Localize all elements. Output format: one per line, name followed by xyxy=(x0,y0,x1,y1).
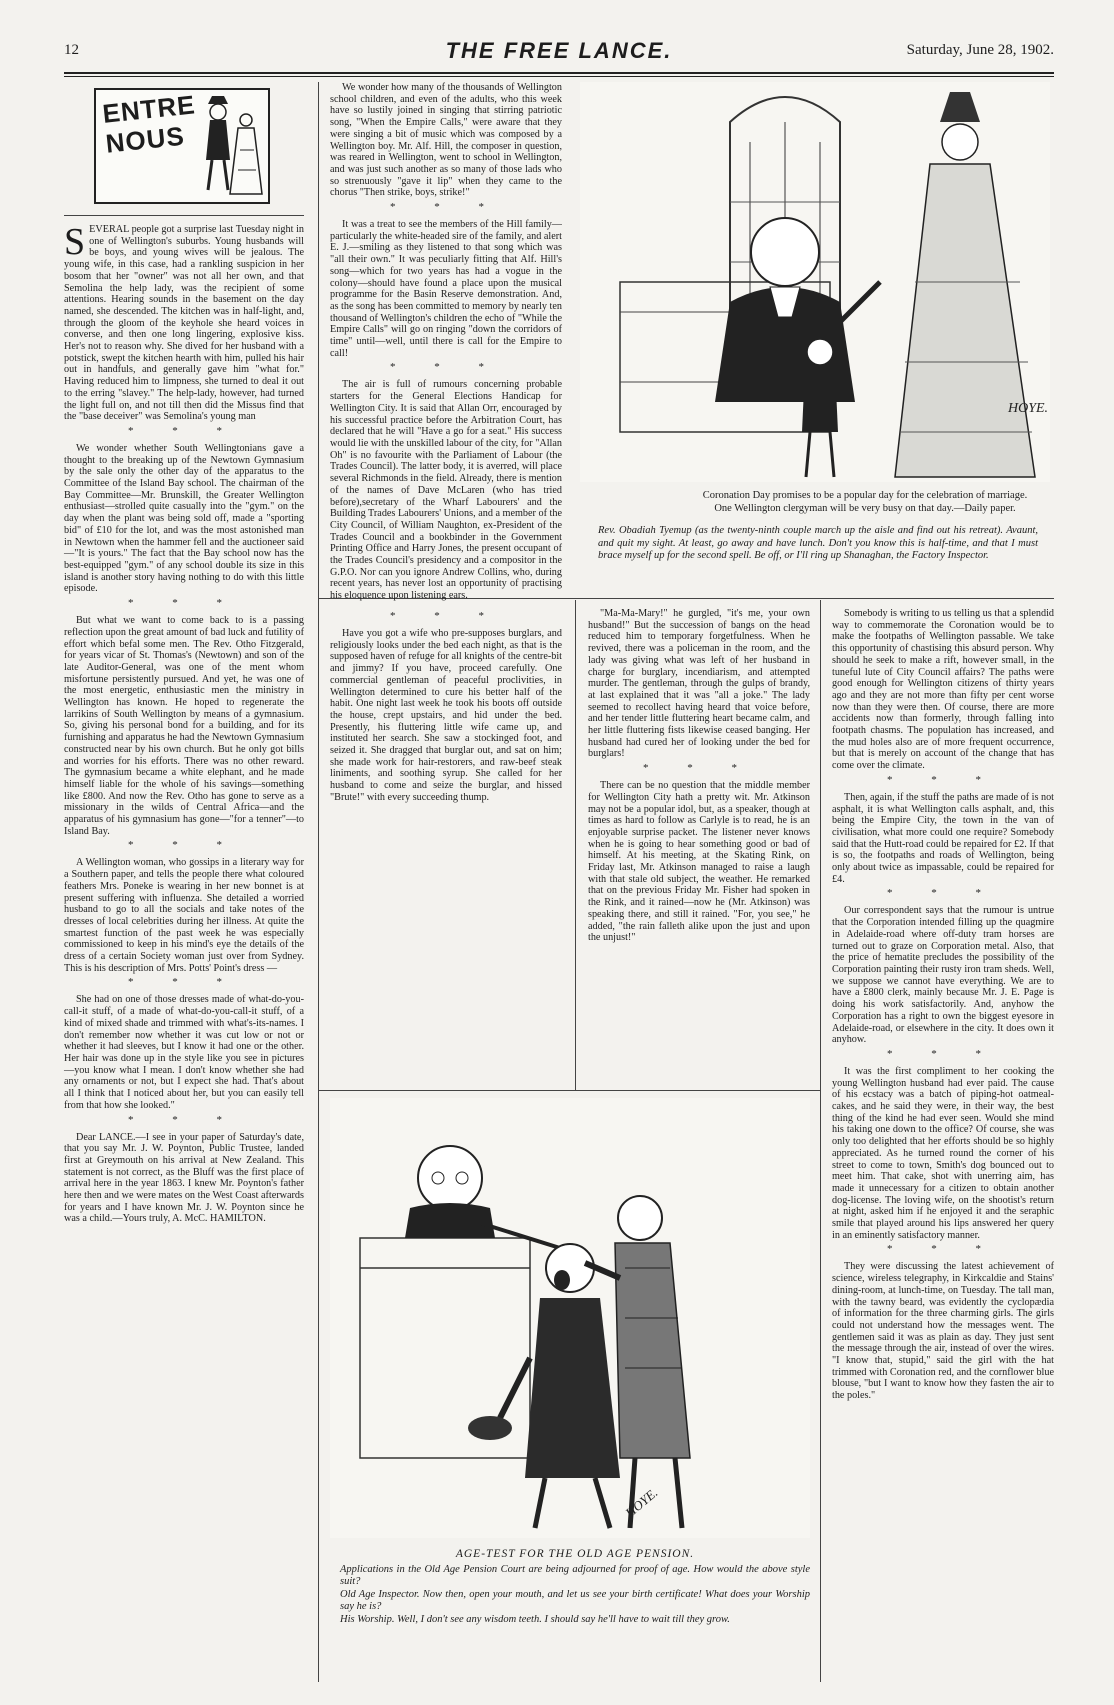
column-2: We wonder how many of the thousands of Wellington school children, and even of the adults, who this week have so lustily joined in singing that stirring patriotic song, "When the Empire Calls," were aware that they were singing a bit of music which was composed by a Wellington boy. Mr. Alf. Hill, the composer in question, was reared in Wellington, went to school in Wellington, and was just such another as so many of those lads who so strenuously "gave it lip" when they came to the chorus "Then strike, boys, strike!" * * * It was a treat to see the members of the Hill family—particularly the white-headed sire of the family, and alert E. J.—smiling as they listened to that song which was "all their own." It was peculiarly fitting that Alf. Hill's song—which for two years has had a vogue in the colony—should have found a place upon the musical programme for the Basin Reserve demonstration. And, as the song has been committed to memory by nearly ten thousand of Wellington's children the echo of "While the Empire Calls" will go on ringing "down the corridors of time" until—well, until there is call for the Empire to call! * * * The air is full of rumours concerning probable starters for the General Elections Handicap for Wellington City. It is said that Allan Orr, encouraged by his successful practice before the Arbitration Court, has declared that he will "Have a go for a seat." His success would lie with the unskilled labour of the city, for "Allan Oh" is no favourite with the Parliament of Labour (the Trades Council). The latter body, it is averred, will place several Richmonds in the field. Already, there is mention of the names of Dave McLaren (who has tried before),secretary of the Wharf Labourers' and the Building Trades Labourers' Unions, and a member of the City Council, of William Naughton, ex-President of the Trades Council and a bookbinder in the Government Printing Office and Harry Jones, the present occupant of the Trades Council's presidency and a compositor in the G.P.O. Nor can you ignore Andrew Collins, who, during recent years, has never lost an opportunity of practising his eloquence upon listening ears. xyxy=(330,82,562,602)
article-paragraph: Our correspondent says that the rumour is untrue that the Corporation intended filling up the quagmire in Adelaide-road where off-duty tram horses are turned out to graze on Corporation metal. Also, that the price of hematite precludes the possibility of the Corporation painting their rusty iron tram sheds. Well, we suppose we cannot have everything. We are to have a £800 clerk, mainly because Mr. J. E. Page is doing his work satisfactorily. And, anyhow the Corporation has a right to own the biggest eyesore in Adelaide-road, or elsewhere in the city. It does own it anyhow. xyxy=(832,905,1054,1046)
header-rule-thin xyxy=(64,76,1054,77)
masthead: THE FREE LANCE. xyxy=(445,38,673,63)
cartoon-title: AGE-TEST FOR THE OLD AGE PENSION. xyxy=(455,1548,695,1560)
issue-date: Saturday, June 28, 1902. xyxy=(906,42,1054,58)
column-divider xyxy=(820,600,821,1682)
letter-paragraph: Dear LANCE.—I see in your paper of Saturday's date, that you say Mr. J. W. Poynton, Public Trustee, landed first at Greymouth on his arrival at New Zealand. This statement is not correct, as the Bluff was the first place of arrival here in the year 1863. I knew Mr. Poynton's father here then and we were mates on the West Coast afterwards for years and I have known Mr. J. W. Poynton since he was a child.—Yours truly, A. McC. HAMILTON. xyxy=(64,1131,304,1225)
cartoon-dialogue: Rev. Obadiah Tyemup (as the twenty-ninth couple march up the aisle and find out his retreat). Avaunt, and quit my sight. At least, go away and have lunch. Don't you know this is half-time, and that I must brace myself up for the second spell. Be off, or I'll ring up Shanaghan, the Factory Inspector. xyxy=(598,525,1038,561)
page-header xyxy=(64,38,1054,66)
article-paragraph: The air is full of rumours concerning probable starters for the General Elections Handicap for Wellington City. It is said that Allan Orr, encouraged by his successful practice before the Arbitration Court, has declared that he will "Have a go for a seat." His success would lie with the unskilled labour of the city, for "Allan Oh" is no favourite with the Parliament of Labour (the Trades Council). The latter body, it is averred, will place several Richmonds in the field. Already, there is mention of the names of Dave McLaren (who has tried before),secretary of the Wharf Labourers' and the Building Trades Labourers' Unions, and a member of the City Council, of William Naughton, ex-President of the Trades Council and a bookbinder in the Government Printing Office and Harry Jones, the present occupant of the Trades Council's presidency and a compositor in the G.P.O. Nor can you ignore Andrew Collins, who, during recent years, has never lost an opportunity of practising his eloquence upon listening ears. xyxy=(330,379,562,602)
age-test-cartoon-illustration xyxy=(330,1098,810,1538)
article-paragraph: Then, again, if the stuff the paths are made of is not asphalt, it is what Wellington calls asphalt, and, this being the Empire City, the town in the van of civilisation, what more could one require? Somebody said that the Hutt-road could be repaired for £2. If that is so, the footpaths and roads of Wellington, being only about twice as impassable, could be repaired for £4. xyxy=(832,791,1055,885)
entre-nous-logo xyxy=(94,88,270,204)
article-paragraph: We wonder whether South Wellingtonians gave a thought to the breaking up of the Newtown Gymnasium by the sale only the other day of the apparatus to the Committee of the Island Bay school. The chairman of the Bay Committee—Mr. Brunskill, the Greater Wellington enthusiast—strolled quite casually into the "gym." on the day when the plant was being sold off, made a "sporting bid" of £10 for the lot, and was the most astonished man in Newtown when the hammer fell and the auctioneer said—"It is yours." The fact that the Bay school now has the best-equipped "gym." of any school double its size in this island is another story having nothing to do with this little episode. xyxy=(64,442,304,595)
column-divider xyxy=(318,82,319,1682)
cartoon-signature: HOYE. xyxy=(1008,401,1049,416)
clergyman-cartoon-illustration xyxy=(580,82,1050,482)
section-rule xyxy=(318,1090,820,1091)
article-paragraph: It was the first compliment to her cooking the young Wellington husband had ever paid. The cause of his ecstacy was a batch of piping-hot oatmeal-cakes, and he said they were, in their way, the best thing of the kind he had ever seen. Would she mind his taking one down to the office? Of course, she was only too delighted that her efforts should be so highly appreciated. As he turned round the corner of his street to come to town, Smith's dog bounced out to meet him. That cake, shot with unerring aim, has made it unnecessary for a citizen to obtain another dog-license. The loving wife, on the shootist's return at night, asked him if he enjoyed it and the seraphic smile that played around his lips answered her query in an eminently satisfactory manner. xyxy=(832,1065,1054,1241)
article-paragraph: We wonder how many of the thousands of Wellington school children, and even of the adults, who this week have so lustily joined in singing that stirring patriotic song, "When the Empire Calls," were aware that they were singing a bit of music which was composed by a Wellington boy. Mr. Alf. Hill, the composer in question, was reared in Wellington, went to school in Wellington, and was just such another as so many of those lads who so strenuously "gave it lip" when they came to the chorus "Then strike, boys, strike!" xyxy=(330,82,562,199)
cartoon-signature: HOYE. xyxy=(622,1484,661,1521)
article-paragraph: She had on one of those dresses made of what-do-you-call-it stuff, of a made of what-do-you-call-it stuff, of a kind of mixed shade and trimmed with what's-its-names. I don't remember now whether it was cut low or not or whether it had sleeves, but I know it had one or the other. Her hair was done up in the style like you see in pictures—you know what I mean. I don't know whether she had any ornaments or not, but I expect she had. That's about all I think that I noticed about her, but you can easily tell from that how she looked." xyxy=(64,994,304,1111)
column-divider xyxy=(575,600,576,1090)
header-rule xyxy=(64,72,1054,74)
article-paragraph: There can be no question that the middle member for Wellington City hath a pretty wit. Mr. Atkinson may not be a popular idol, but, as a speaker, though at times as hard to follow as Carlyle is to read, he is an enjoyable surprise packet. The listener never knows when he is going to hear something good or bad of himself. At his meeting, at the Skating Rink, on Friday last, Mr. Atkinson managed to raise a laugh with that stale old subject, the weather. He remarked that on the previous Friday Mr. Fisher had spoken in the Rink, and it rained—now he (Mr. Atkinson) was speaking there, and still it rained. "For, you see," he added, "the rain falleth alike upon the just and upon the unjust!" xyxy=(588,780,810,944)
article-paragraph: Somebody is writing to us telling us that a splendid way to commemorate the Coronation would be to make the footpaths of Wellington passable. We take this opportunity of chastising this absurd person. Why should he seek to make a rift, however small, in the tuneful lute of City Council affairs? The paths were good enough for Wellington citizens of thirty years ago and they are not more than fifty per cent worse now than they were then. Of course, there are more accidents now than formerly, through falling into footpath chasms. The population has increased, and the mud holes also are of more frequent occurrence, but that is merely on account of the change that has come over the climate. xyxy=(832,608,1054,772)
column-2-lower: * * * Have you got a wife who pre-supposes burglars, and religiously looks under the bed each night, as that is the supposed haven of refuge for all knights of the centre-bit and jimmy? If you have, proceed carefully. One commercial gentleman of peaceful proclivities, in Wellington determined to cure his better half of the habit. One night last week he took his boots off outside the house, crept upstairs, and hid under the bed. Presently, his fluttering little wife came up, and instituted her search. She saw a stockinged foot, and seized it. She dragged that burglar out, and sat on him; she made work for hair-restorers, and raw-beef steak liniments, and soothing syrup. She called for her husband to come and seize the burglar, and hissed "Brute!" with every succeeding thump. xyxy=(330,610,562,803)
article-paragraph: But what we want to come back to is a passing reflection upon the great amount of bad luck and futility of effort which befal some men. The Rev. Otho Fitzgerald, for years vicar of St. Thomas's (Newtown) and son of the late Auditor-General, was one of the ment whom misfortune persistently pursued. And yet, he was one of the most energetic, enthusiastic men the ministry in Wellington has known. He hoped to regenerate the larrikins of South Wellington by means of a gymnasium. So, giving his personal bond for a building, and for its furnishing and apparatus he had the Newtown Gymnasium constructed near by his own church. But he only got bills and worries for his efforts. There was no other reward. The gymnasium became a white elephant, and he made himself liable for the whole of his savings—something like £800. And now the Rev. Otho has gone to serve as a missionary in the wilds of Central Africa—and the apparatus of his gymnasium has gone—"for a tenner"—to Island Bay. xyxy=(64,615,304,837)
article-paragraph: They were discussing the latest achievement of science, wireless telegraphy, in Kirkcaldie and Stains' dining-room, at lunch-time, on Tuesday. The tall man, with the tawny beard, was evidently the cyclopædia of information for the three charming girls. The girls could not understand how the messages went. The gentlemen said it was as plain as day. They just sent the message through the air, instead of over the wires. "I know that, stupid," said the girl with the hat trimmed with Coronation red, and the cornflower blue blouse, "but I want to know how they fasten the air to the poles." xyxy=(832,1261,1054,1402)
article-paragraph: SEVERAL people got a surprise last Tuesday night in one of Wellington's suburbs. Young husbands will be boys, and young wives will be jealous. The young wife, in this case, had a rankling suspicion in her bosom that her "owner" was not all her own, and that Semolina the help lady, was the recipient of some attentions. Hearing sounds in the basement on the day named, she descended. The kitchen was in half-light, and, through the gloom of the keyhole she heard voices in converse, and then one long lingering, explosive kiss. Her's not to reason why. She dived for her husband with a potstick, swept the kitchen hearth with him, pulled his hair out in handfuls, and generally gave him "what for." Having reduced him to limpness, she turned to deal it out to the erring "slavey." The help-lady, however, had turned the light full on, and not till then did the Missus find that the "base deceiver" was Semolina's young man xyxy=(64,221,304,423)
article-paragraph: It was a treat to see the members of the Hill family—particularly the white-headed sire of the family, and alert E. J.—smiling as they listened to that song which was "all their own." It was peculiarly fitting that Alf. Hill's song—which for two years has had a vogue in the colony—should have found a place upon the musical programme for the Basin Reserve demonstration. And, as the song has been committed to memory by nearly ten thousand of Wellington's children the echo of "While the Empire Calls" will go on ringing "down the corridors of time" until—well, until there is call for the Empire to call! xyxy=(330,219,562,359)
article-paragraph: "Ma-Ma-Mary!" he gurgled, "it's me, your own husband!" But the succession of bangs on the head reduced him to temporary forgetfulness. When he revived, there was a policeman in the room, and the lady was giving what was left of her husband in charge for burglary, incendiarism, and attempted murder. The gentleman, through the gulps of brandy, at last explained that it was "all a joke." The lady seemed to recollect having heard that voice before, and her tender little fluttering heart became calm, and her little fluttering fists likewise ceased banging. Her husband had cured her of looking under the bed for burglars! xyxy=(588,608,810,760)
logo-figures-icon xyxy=(96,90,268,202)
column-4: Somebody is writing to us telling us that a splendid way to commemorate the Coronation would be to make the footpaths of Wellington passable. We take this opportunity of chastising this absurd person. Why should he seek to make a rift, however small, in the tuneful lute of City Council affairs? The paths were good enough for Wellington citizens of thirty years ago and they are not more than fifty per cent worse now than they were then. Of course, there are more accidents now than formerly, through falling into footpath chasms. The population has increased, and the mud holes also are of more frequent occurrence, but that is merely on account of the change that has come over the climate. * * * Then, again, if the stuff the paths are made of is not asphalt, it is what Wellington calls asphalt, and, this being the Empire City, the town in the van of civilisation, what more could one require? Somebody said that the Hutt-road could be repaired for £2. If that is so, the footpaths and roads of Wellington, being only about twice as impassable, could be repaired for £4. * * * Our correspondent says that the rumour is untrue that the Corporation intended filling up the quagmire in Adelaide-road where off-duty tram horses are turned out to graze on Corporation metal. Also, that the price of hematite precludes the possibility of the Corporation painting their rusty iron tram sheds. Well, we suppose we cannot have everything. We are to have a £800 clerk, mainly because Mr. J. E. Page is doing his work satisfactorily. And, anyhow the Corporation has a right to own the biggest eyesore in Adelaide-road, or elsewhere in the city. It does own it anyhow. * * * It was the first compliment to her cooking the young Wellington husband had ever paid. The cause of his ecstacy was a batch of piping-hot oatmeal-cakes, and he said they were, in their way, the best thing of the kind he had ever seen. Would she mind his taking one down to the office? Of course, she was only too delighted that her efforts should be so highly appreciated. As he turned round the corner of his street to come to town, Smith's dog bounced out to meet him. That cake, shot with unerring aim, has made it unnecessary for a citizen to obtain another dog-license. The loving wife, on the shootist's return at night, asked him if he enjoyed it and the seraphic smile that played around his lips answered her query in an eminently satisfactory manner. * * * They were discussing the latest achievement of science, wireless telegraphy, in Kirkcaldie and Stains' dining-room, at lunch-time, on Tuesday. The tall man, with the tawny beard, was evidently the cyclopædia of information for the three charming girls. The girls could not understand how the messages went. The gentlemen said it was as plain as day. They just sent the message through the air, instead of over the wires. "I know that, stupid," said the girl with the hat trimmed with Coronation red, and the cornflower blue blouse, "but I want to know how they fasten the air to the poles." xyxy=(832,608,1055,1402)
page-number: 12 xyxy=(64,42,79,58)
column-3: "Ma-Ma-Mary!" he gurgled, "it's me, your own husband!" But the succession of bangs on the head reduced him to temporary forgetfulness. When he revived, there was a policeman in the room, and the lady was giving what was left of her husband in charge for burglary, incendiarism, and attempted murder. The gentleman, through the gulps of brandy, at last explained that it was "all a joke." The lady seemed to recollect having heard that voice before, and her tender little fluttering heart became calm, and her little fluttering fists likewise ceased banging. Her husband had cured her of looking under the bed for burglars! * * * There can be no question that the middle member for Wellington City hath a pretty wit. Mr. Atkinson may not be a popular idol, but, as a speaker, though at times as hard to follow as Carlyle is to read, he is an enjoyable surprise packet. The listener never knows when he is going to hear something good or bad of himself. At his meeting, at the Skating Rink, on Friday last, Mr. Atkinson managed to raise a laugh with that stale old subject, the weather. He remarked that on the previous Friday Mr. Fisher had spoken in the Rink, and it rained—now he (Mr. Atkinson) was speaking there, and still it rained. "For, you see," he added, "the rain falleth alike upon the just and upon the unjust!" xyxy=(588,608,810,944)
article-paragraph: Have you got a wife who pre-supposes burglars, and religiously looks under the bed each night, as that is the supposed haven of refuge for all knights of the centre-bit and jimmy? If you have, proceed carefully. One commercial gentleman of peaceful proclivities, in Wellington determined to cure his better half of the habit. One night last week he took his boots off outside the house, crept upstairs, and hid under the bed. Presently, his fluttering little wife came up, and instituted her search. She saw a stockinged foot, and seized it. She dragged that burglar out, and sat on him; she made work for hair-restorers, and raw-beef steak liniments, and soothing syrup. She called for her husband to come and seize the burglar, and hissed "Brute!" with every succeeding thump. xyxy=(330,628,562,803)
article-paragraph: A Wellington woman, who gossips in a literary way for a Southern paper, and tells the people there what coloured feathers Mrs. Poneke is wearing in her new bonnet is at present suffering with influenza. She detailed a worried husband to go to all the socials and take notes of the dresses of local celebrities during her illness. At quite the smartest function of the past week he was especially commissioned to keep in his mind's eye the details of the dress of a certain Society woman just over from Sydney. This is his description of Mrs. Potts' Point's dress — xyxy=(64,857,304,974)
logo-lettering: ENTRE NOUS xyxy=(101,89,197,159)
age-test-caption: AGE-TEST FOR THE OLD AGE PENSION. Applications in the Old Age Pension Court are being adjourned for proof of age. How would the above style suit? Old Age Inspector. Now then, open your mouth, and let us see your birth certificate! What does your Worship say he is? His Worship. Well, I don't see any wisdom teeth. I should say he'll have to wait till they grow. xyxy=(340,1548,810,1625)
column-1: SEVERAL people got a surprise last Tuesday night in one of Wellington's suburbs. Young husbands will be boys, and young wives will be jealous. The young wife, in this case, had a rankling suspicion in her bosom that her "owner" was not all her own, and that Semolina the help lady, was the recipient of some attentions. Hearing sounds in the basement on the day named, she descended. The kitchen was in half-light, and, through the gloom of the keyhole she heard voices in converse, and then one long lingering, explosive kiss. Her's not to reason why. She dived for her husband with a potstick, swept the kitchen hearth with him, pulled his hair out in handfuls, and generally gave him "what for." Having reduced him to limpness, she turned to deal it out to the erring "slavey." The help-lady, however, had turned the light full on, and not till then did the Missus find that the "base deceiver" was Semolina's young man * * * We wonder whether South Wellingtonians gave a thought to the breaking up of the Newtown Gymnasium by the sale only the other day of the apparatus to the Committee of the Island Bay school. The chairman of the Bay Committee—Mr. Brunskill, the Greater Wellington enthusiast—strolled quite casually into the "gym." on the day when the plant was being sold off, made a "sporting bid" of £10 for the lot, and was the most astonished man in Newtown when the hammer fell and the auctioneer said—"It is yours." The fact that the Bay school now has the best-equipped "gym." of any school double its size in this island is another story having nothing to do with this little episode. * * * But what we want to come back to is a passing reflection upon the great amount of bad luck and futility of effort which befal some men. The Rev. Otho Fitzgerald, for years vicar of St. Thomas's (Newtown) and son of the late Auditor-General, was one of the ment whom misfortune persistently pursued. And yet, he was one of the most energetic, enthusiastic men the ministry in Wellington has known. He hoped to regenerate the larrikins of South Wellington by means of a gymnasium. So, giving his personal bond for a building, and for its furnishing and apparatus he had the Newtown Gymnasium constructed near by his own church. But he only got bills and worries for his efforts. There was no other reward. The gymnasium became a white elephant, and he made himself liable for the whole of his savings—something like £800. And now the Rev. Otho has gone to serve as a missionary in the wilds of Central Africa—and the apparatus of his gymnasium has gone—"for a tenner"—to Island Bay. * * * A Wellington woman, who gossips in a literary way for a Southern paper, and tells the people there what coloured feathers Mrs. Poneke is wearing in her new bonnet is at present suffering with influenza. She detailed a worried husband to go to all the socials and take notes of the dresses of local celebrities during her illness. At quite the smartest function of the past week he was especially commissioned to keep in his mind's eye the details of the dress of a certain Society woman just over from Sydney. This is his description of Mrs. Potts' Point's dress — * * * She had on one of those dresses made of what-do-you-call-it stuff, of a made of what-do-you-call-it stuff, of a kind of mixed shade and trimmed with what's-its-names. I don't remember now whether it was cut low or not or whether it had sleeves, but I know it had one or the other. Her hair was done up in the style like you see in pictures—you know what I mean. I don't know whether she had any ornaments or not, but I expect she had. That's about all I think that I noticed about her, but you can easily tell from that how she looked." * * * Dear LANCE.—I see in your paper of Saturday's date, that you say Mr. J. W. Poynton, Public Trustee, landed first at Greymouth on his arrival at New Zealand. This statement is not correct, as the Bluff was the first place of arrival here in the year 1863. I knew Mr. Poynton's father here then and we were mates on the West Coast afterwards for years and I have known Mr. J. W. Poynton since he was a child.—Yours truly, A. McC. HAMILTON. xyxy=(64,215,304,1680)
cartoon-caption: Coronation Day promises to be a popular day for the celebration of marriage. One Wellington clergyman will be very busy on that day.—Daily paper. xyxy=(702,490,1028,514)
